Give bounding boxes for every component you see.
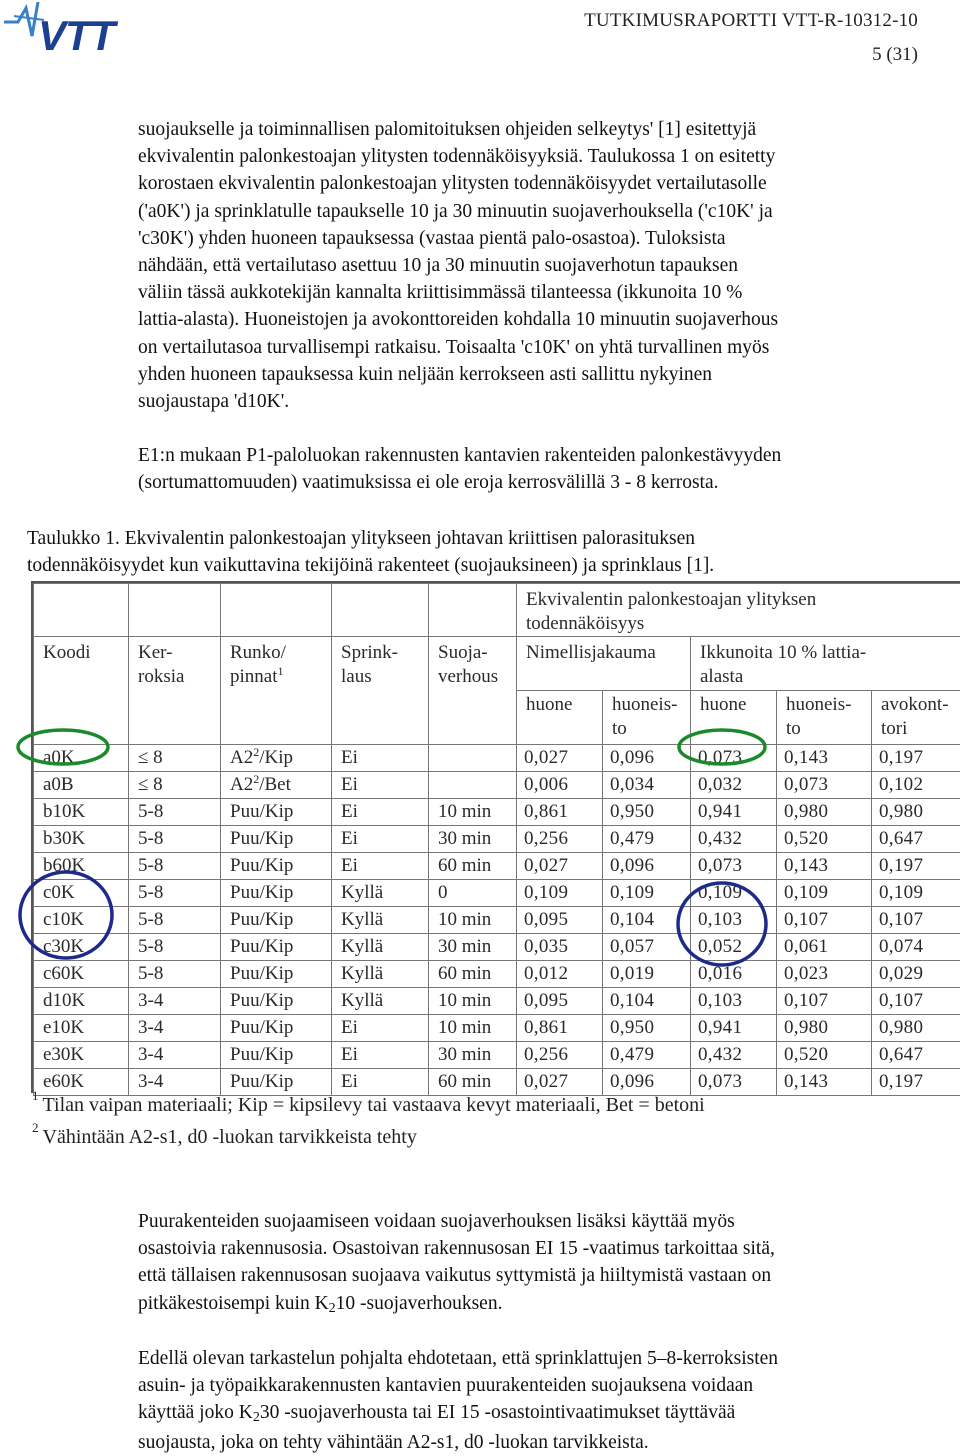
cell-probability: 0,073 <box>691 1069 777 1096</box>
caption-line: todennäköisyydet kun vaikuttavina tekijöinä rakenteet (suojauksineen) ja sprinklaus [1]. <box>27 552 927 579</box>
cell-koodi: b10K <box>34 799 129 826</box>
text-line: suojaukselle ja toiminnallisen palomitoituksen ohjeiden selkeytys' [1] esitettyjä <box>138 116 928 143</box>
table-row <box>34 961 960 988</box>
cell-probability: 0,104 <box>603 988 691 1015</box>
cell-sprinklaus: Ei <box>332 853 429 880</box>
cell-kerroksia: 5-8 <box>129 907 221 934</box>
footnote-2: $^2$ Vähintään A2-s1, d0 -luokan tarvikkeista tehty <box>32 1126 417 1149</box>
table-row <box>34 1042 960 1069</box>
cell-kerroksia: 5-8 <box>129 934 221 961</box>
footnote-1: $^1$ Tilan vaipan materiaali; Kip = kipsilevy tai vastaava kevyt materiaali, Bet = betoni <box>32 1094 705 1117</box>
cell-kerroksia: 3-4 <box>129 1069 221 1096</box>
cell-probability: 0,073 <box>691 853 777 880</box>
cell-probability: 0,980 <box>777 799 872 826</box>
cell-probability: 0,861 <box>517 799 603 826</box>
cell-koodi: c60K <box>34 961 129 988</box>
text-line: lattia-alasta). Huoneistojen ja avokonttoreiden kohdalla 10 minuutin suojaverhous <box>138 306 928 333</box>
cell-koodi: a0K <box>34 745 129 772</box>
paragraph-protection <box>138 1208 928 1319</box>
text-line: Puurakenteiden suojaamiseen voidaan suojaverhouksen lisäksi käyttää myös <box>138 1208 928 1235</box>
blank-header-cell <box>129 584 221 637</box>
cell-kerroksia: ≤ 8 <box>129 772 221 799</box>
cell-runko: Puu/Kip <box>221 853 332 880</box>
cell-suojaverhous: 10 min <box>429 988 517 1015</box>
cell-runko: Puu/Kip <box>221 988 332 1015</box>
cell-probability: 0,197 <box>872 1069 960 1096</box>
text-line: käyttää joko K230 -suojaverhousta tai EI 15 -osastointivaatimukset täyttävää <box>138 1399 928 1428</box>
cell-probability: 0,109 <box>517 880 603 907</box>
cell-probability: 0,032 <box>691 772 777 799</box>
cell-sprinklaus: Ei <box>332 1069 429 1096</box>
cell-probability: 0,109 <box>777 880 872 907</box>
cell-runko: Puu/Kip <box>221 1042 332 1069</box>
table-row <box>34 745 960 772</box>
report-code: TUTKIMUSRAPORTTI VTT-R-10312-10 <box>584 10 918 32</box>
table-grid <box>33 583 960 1096</box>
cell-koodi: b60K <box>34 853 129 880</box>
cell-sprinklaus: Kyllä <box>332 907 429 934</box>
text-line: (sortumattomuuden) vaatimuksissa ei ole eroja kerrosvälillä 3 - 8 kerrosta. <box>138 469 928 496</box>
cell-sprinklaus: Kyllä <box>332 961 429 988</box>
cell-probability: 0,109 <box>691 880 777 907</box>
cell-suojaverhous: 30 min <box>429 826 517 853</box>
sub-header-huone: huone <box>691 691 777 745</box>
cell-koodi: b30K <box>34 826 129 853</box>
cell-koodi: e10K <box>34 1015 129 1042</box>
cell-probability: 0,256 <box>517 1042 603 1069</box>
cell-runko: Puu/Kip <box>221 1069 332 1096</box>
cell-sprinklaus: Kyllä <box>332 934 429 961</box>
cell-probability: 0,052 <box>691 934 777 961</box>
cell-probability: 0,096 <box>603 745 691 772</box>
page-number: 5 (31) <box>872 44 918 66</box>
cell-koodi: c10K <box>34 907 129 934</box>
cell-koodi: c0K <box>34 880 129 907</box>
cell-kerroksia: 3-4 <box>129 1042 221 1069</box>
cell-runko: $A2^2$/Kip <box>221 745 332 772</box>
cell-probability: 0,256 <box>517 826 603 853</box>
cell-probability: 0,107 <box>777 907 872 934</box>
cell-suojaverhous: 60 min <box>429 961 517 988</box>
cell-probability: 0,034 <box>603 772 691 799</box>
cell-sprinklaus: Kyllä <box>332 880 429 907</box>
cell-probability: 0,980 <box>777 1015 872 1042</box>
cell-probability: 0,019 <box>603 961 691 988</box>
cell-kerroksia: ≤ 8 <box>129 745 221 772</box>
sub-header-huone: huone <box>517 691 603 745</box>
cell-probability: 0,061 <box>777 934 872 961</box>
cell-probability: 0,647 <box>872 826 960 853</box>
table-row <box>34 880 960 907</box>
cell-kerroksia: 5-8 <box>129 826 221 853</box>
cell-probability: 0,095 <box>517 988 603 1015</box>
cell-sprinklaus: Ei <box>332 745 429 772</box>
cell-suojaverhous: 10 min <box>429 799 517 826</box>
cell-probability: 0,197 <box>872 853 960 880</box>
cell-sprinklaus: Ei <box>332 799 429 826</box>
cell-probability: 0,980 <box>872 1015 960 1042</box>
cell-probability: 0,950 <box>603 1015 691 1042</box>
text-line: että tällaisen rakennusosan suojaava vaikutus syttymistä ja hiiltymistä vastaan on <box>138 1262 928 1289</box>
cell-probability: 0,432 <box>691 1042 777 1069</box>
cell-suojaverhous <box>429 745 517 772</box>
text-line: nähdään, että vertailutaso asettuu 10 ja 30 minuutin suojaverhotun tapauksen <box>138 252 928 279</box>
cell-probability: 0,074 <box>872 934 960 961</box>
group-header-line: Ekvivalentin palonkestoajan ylityksen <box>526 588 960 612</box>
cell-probability: 0,073 <box>691 745 777 772</box>
col-header-koodi: Koodi <box>34 637 129 745</box>
cell-runko: Puu/Kip <box>221 1015 332 1042</box>
cell-probability: 0,980 <box>872 799 960 826</box>
cell-probability: 0,096 <box>603 853 691 880</box>
cell-sprinklaus: Ei <box>332 826 429 853</box>
text-line: E1:n mukaan P1-paloluokan rakennusten kantavien rakenteiden palonkestävyyden <box>138 442 928 469</box>
cell-probability: 0,035 <box>517 934 603 961</box>
table-row <box>34 799 960 826</box>
blank-header-cell <box>221 584 332 637</box>
cell-probability: 0,107 <box>777 988 872 1015</box>
cell-probability: 0,027 <box>517 1069 603 1096</box>
intro-paragraph <box>138 116 928 415</box>
cell-runko: Puu/Kip <box>221 934 332 961</box>
cell-kerroksia: 3-4 <box>129 988 221 1015</box>
cell-probability: 0,941 <box>691 799 777 826</box>
text-line: korostaen ekvivalentin palonkestoajan ylitysten todennäköisyydet vertailutasolle <box>138 170 928 197</box>
sub-header-huoneisto: huoneis- to <box>603 691 691 745</box>
e1-paragraph <box>138 442 928 496</box>
cell-probability: 0,016 <box>691 961 777 988</box>
cell-probability: 0,027 <box>517 853 603 880</box>
text-line: 'c30K') yhden huoneen tapauksessa (vastaa pientä palo-osastoa). Tuloksista <box>138 225 928 252</box>
text-line: ekvivalentin palonkestoajan ylitysten todennäköisyyksiä. Taulukossa 1 on esitetty <box>138 143 928 170</box>
cell-suojaverhous: 60 min <box>429 1069 517 1096</box>
cell-probability: 0,941 <box>691 1015 777 1042</box>
cell-probability: 0,647 <box>872 1042 960 1069</box>
text-line: pitkäkestoisempi kuin K210 -suojaverhouksen. <box>138 1290 928 1319</box>
cell-suojaverhous: 30 min <box>429 934 517 961</box>
cell-probability: 0,143 <box>777 1069 872 1096</box>
cell-probability: 0,095 <box>517 907 603 934</box>
col-header-runko: Runko/ pinnat$^1$ <box>221 637 332 745</box>
cell-probability: 0,109 <box>603 880 691 907</box>
col-header-suojaverhous: Suoja- verhous <box>429 637 517 745</box>
table-row <box>34 853 960 880</box>
cell-probability: 0,104 <box>603 907 691 934</box>
table-row <box>34 826 960 853</box>
cell-kerroksia: 5-8 <box>129 799 221 826</box>
cell-probability: 0,103 <box>691 988 777 1015</box>
sub-header-avokonttori: avokont- tori <box>872 691 960 745</box>
caption-line: Taulukko 1. Ekvivalentin palonkestoajan ylitykseen johtavan kriittisen palorasituksen <box>27 525 927 552</box>
text-line: ('a0K') ja sprinklatulle tapaukselle 10 ja 30 minuutin suojaverhouksella ('c10K' ja <box>138 198 928 225</box>
cell-sprinklaus: Ei <box>332 1042 429 1069</box>
vtt-logo <box>4 2 154 54</box>
cell-probability: 0,107 <box>872 907 960 934</box>
text-line: osastoivia rakennusosia. Osastoivan rakennusosan EI 15 -vaatimus tarkoittaa sitä, <box>138 1235 928 1262</box>
text-line: on vertailutasoa turvallisempi ratkaisu. Toisaalta 'c10K' on yhtä turvallinen myös <box>138 334 928 361</box>
cell-probability: 0,006 <box>517 772 603 799</box>
text-line: suojausta, joka on tehty vähintään A2-s1, d0 -luokan tarvikkeista. <box>138 1429 928 1456</box>
table-row <box>34 772 960 799</box>
text-line: väliin tässä aukkotekijän kannalta kriittisimmässä tilanteessa (ikkunoita 10 % <box>138 279 928 306</box>
cell-runko: Puu/Kip <box>221 799 332 826</box>
blank-header-cell <box>429 584 517 637</box>
cell-koodi: a0B <box>34 772 129 799</box>
blank-header-cell <box>332 584 429 637</box>
table-row <box>34 1015 960 1042</box>
paragraph-proposal <box>138 1345 928 1456</box>
cell-koodi: d10K <box>34 988 129 1015</box>
cell-sprinklaus: Ei <box>332 1015 429 1042</box>
cell-koodi: e60K <box>34 1069 129 1096</box>
cell-runko: Puu/Kip <box>221 907 332 934</box>
cell-koodi: e30K <box>34 1042 129 1069</box>
cell-koodi: c30K <box>34 934 129 961</box>
cell-sprinklaus: Kyllä <box>332 988 429 1015</box>
cell-runko: Puu/Kip <box>221 826 332 853</box>
table-row <box>34 907 960 934</box>
cell-probability: 0,520 <box>777 1042 872 1069</box>
cell-suojaverhous: 0 <box>429 880 517 907</box>
group-header <box>517 584 960 637</box>
table-caption <box>27 525 927 579</box>
text-line: Edellä olevan tarkastelun pohjalta ehdotetaan, että sprinklattujen 5–8-kerroksisten <box>138 1345 928 1372</box>
col-header-sprinklaus: Sprink- laus <box>332 637 429 745</box>
group-header-line: todennäköisyys <box>526 612 960 636</box>
cell-runko: Puu/Kip <box>221 961 332 988</box>
cell-probability: 0,057 <box>603 934 691 961</box>
cell-probability: 0,073 <box>777 772 872 799</box>
cell-sprinklaus: Ei <box>332 772 429 799</box>
cell-probability: 0,432 <box>691 826 777 853</box>
cell-kerroksia: 5-8 <box>129 961 221 988</box>
text-line: yhden huoneen tapauksessa kuin neljään kerrokseen asti sallittu nykyinen <box>138 361 928 388</box>
col-header-ikkunoita: Ikkunoita 10 % lattia- alasta <box>691 637 960 691</box>
cell-suojaverhous: 10 min <box>429 907 517 934</box>
cell-probability: 0,102 <box>872 772 960 799</box>
cell-probability: 0,107 <box>872 988 960 1015</box>
cell-probability: 0,029 <box>872 961 960 988</box>
cell-kerroksia: 3-4 <box>129 1015 221 1042</box>
cell-suojaverhous <box>429 772 517 799</box>
table-row <box>34 934 960 961</box>
cell-probability: 0,096 <box>603 1069 691 1096</box>
cell-suojaverhous: 60 min <box>429 853 517 880</box>
cell-probability: 0,143 <box>777 745 872 772</box>
cell-probability: 0,143 <box>777 853 872 880</box>
vtt-logo-text: VTT <box>38 12 119 54</box>
cell-probability: 0,109 <box>872 880 960 907</box>
cell-suojaverhous: 30 min <box>429 1042 517 1069</box>
text-line: suojaustapa 'd10K'. <box>138 388 928 415</box>
cell-probability: 0,520 <box>777 826 872 853</box>
cell-probability: 0,023 <box>777 961 872 988</box>
blank-header-cell <box>34 584 129 637</box>
col-header-nimellis: Nimellisjakauma <box>517 637 691 691</box>
cell-probability: 0,861 <box>517 1015 603 1042</box>
probability-table <box>31 581 960 1093</box>
sub-header-huoneisto: huoneis- to <box>777 691 872 745</box>
cell-kerroksia: 5-8 <box>129 853 221 880</box>
cell-runko: $A2^2$/Bet <box>221 772 332 799</box>
cell-probability: 0,103 <box>691 907 777 934</box>
table-row <box>34 988 960 1015</box>
cell-suojaverhous: 10 min <box>429 1015 517 1042</box>
cell-probability: 0,012 <box>517 961 603 988</box>
cell-probability: 0,197 <box>872 745 960 772</box>
cell-probability: 0,027 <box>517 745 603 772</box>
cell-runko: Puu/Kip <box>221 880 332 907</box>
text-line: asuin- ja työpaikkarakennusten kantavien puurakenteiden suojauksena voidaan <box>138 1372 928 1399</box>
cell-probability: 0,950 <box>603 799 691 826</box>
cell-probability: 0,479 <box>603 1042 691 1069</box>
cell-probability: 0,479 <box>603 826 691 853</box>
col-header-kerroksia: Ker- roksia <box>129 637 221 745</box>
cell-kerroksia: 5-8 <box>129 880 221 907</box>
table-row <box>34 1069 960 1096</box>
